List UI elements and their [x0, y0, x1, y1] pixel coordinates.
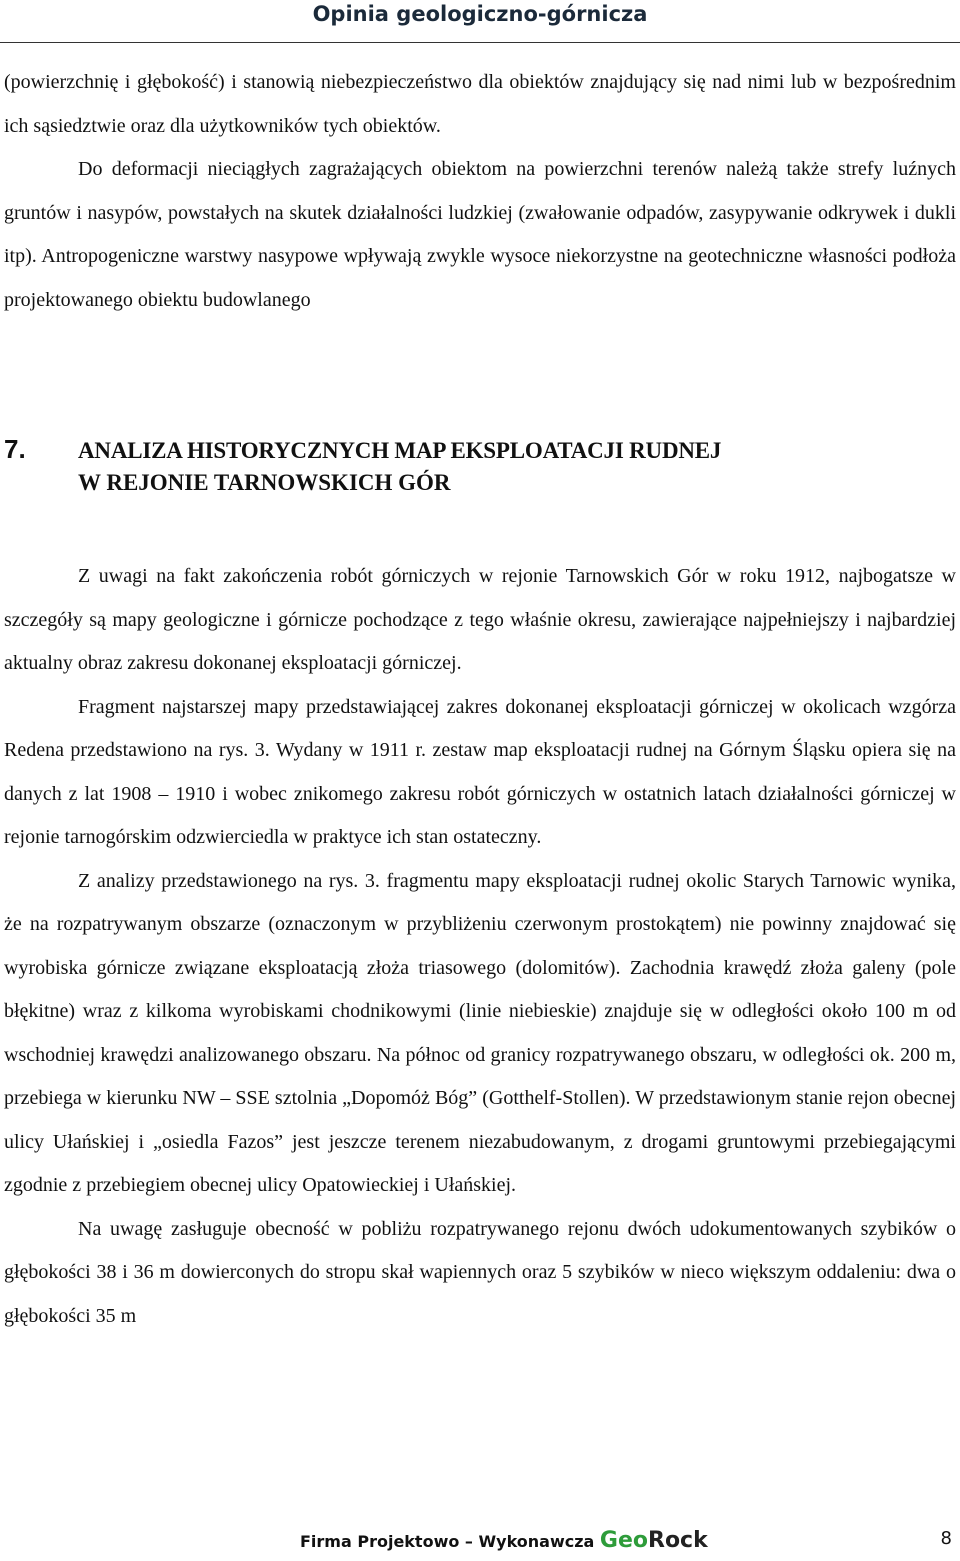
paragraph: Z uwagi na fakt zakończenia robót górniczych w rejonie Tarnowskich Gór w roku 1912, najbogatsze w szczegóły są mapy geologiczne i górnicze pochodzące z tego właśnie okresu, zawierające najpełniejszy i najbardziej aktualny obraz zakresu dokonanej eksploatacji górniczej.: [4, 565, 956, 674]
paragraph: Na uwagę zasługuje obecność w pobliżu rozpatrywanego rejonu dwóch udokumentowanych szybików o głębokości 38 i 36 m dowierconych do stropu skał wapiennych oraz 5 szybików w nieco większym oddaleniu: dwa o głębokości 35 m: [4, 1217, 956, 1327]
page-number: 8: [940, 1528, 952, 1549]
brand-logo-rock: Rock: [648, 1528, 708, 1553]
brand-logo-geo: Geo: [599, 1528, 648, 1553]
paragraph: Do deformacji nieciągłych zagrażających obiektom na powierzchni terenów należą także strefy luźnych gruntów i nasypów, powstałych na skutek działalności ludzkiej (zwałowanie odpadów, zasypywanie odkrywek i dukli itp). Antropogeniczne warstwy nasypowe wpływają zwykle wysoce niekorzystne na geotechniczne własności podłoża projektowanego obiektu budowlanego: [4, 158, 956, 311]
section-title-line1: ANALIZA HISTORYCZNYCH MAP EKSPLOATACJI RUDNEJ: [78, 438, 722, 463]
page-footer: [0, 1520, 960, 1556]
company-name: Firma Projektowo – Wykonawcza: [300, 1532, 595, 1551]
paragraph: Z analizy przedstawionego na rys. 3. fragmentu mapy eksploatacji rudnej okolic Starych Tarnowic wynika, że na rozpatrywanym obszarze (oznaczonym w przybliżeniu czerwonym prostokątem) nie powinny znajdować się wyrobiska górnicze związane eksploatacją złoża triasowego (dolomitów). Zachodnia krawędź złoża galeny (pole błękitne) wraz z kilkoma wyrobiskami chodnikowymi (linie niebieskie) znajduje się w odległości około 100 m od wschodniej krawędzi analizowanego obszaru. Na północ od granicy rozpatrywanego obszaru, w odległości ok. 200 m, przebiega w kierunku NW – SSE sztolnia „Dopomóż Bóg” (Gotthelf-Stollen). W przedstawionym stanie rejon obecnej ulicy Ułańskiej i „osiedla Fazos” jest jeszcze terenem niezabudowanym, z drogami gruntowymi przebiegającymi zgodnie z przebiegiem obecnej ulicy Opatowieckiej i Ułańskiej.: [4, 869, 956, 1196]
section-title-line2: W REJONIE TARNOWSKICH GÓR: [78, 470, 451, 495]
header-divider: [0, 42, 960, 43]
section-number: 7.: [4, 434, 26, 464]
intro-text: [4, 61, 956, 322]
paragraph: (powierzchnię i głębokość) i stanowią niebezpieczeństwo dla obiektów znajdujący się nad nimi lub w bezpośrednim ich sąsiedztwie oraz dla użytkowników tych obiektów.: [4, 71, 956, 137]
section-body: [4, 555, 956, 1338]
header-title: Opinia geologiczno-górnicza: [312, 2, 648, 26]
page-header: [0, 0, 960, 36]
paragraph: Fragment najstarszej mapy przedstawiającej zakres dokonanej eksploatacji górniczej w okolicach wzgórza Redena przedstawiono na rys. 3. Wydany w 1911 r. zestaw map eksploatacji rudnej na Górnym Śląsku opiera się na danych z lat 1908 – 1910 i wobec znikomego zakresu robót górniczych w ostatnich latach działalności górniczej w rejonie tarnogórskim odzwierciedla w praktyce ich stan ostateczny.: [4, 695, 956, 848]
footer-company: [300, 1528, 708, 1553]
section-heading: [4, 434, 956, 501]
